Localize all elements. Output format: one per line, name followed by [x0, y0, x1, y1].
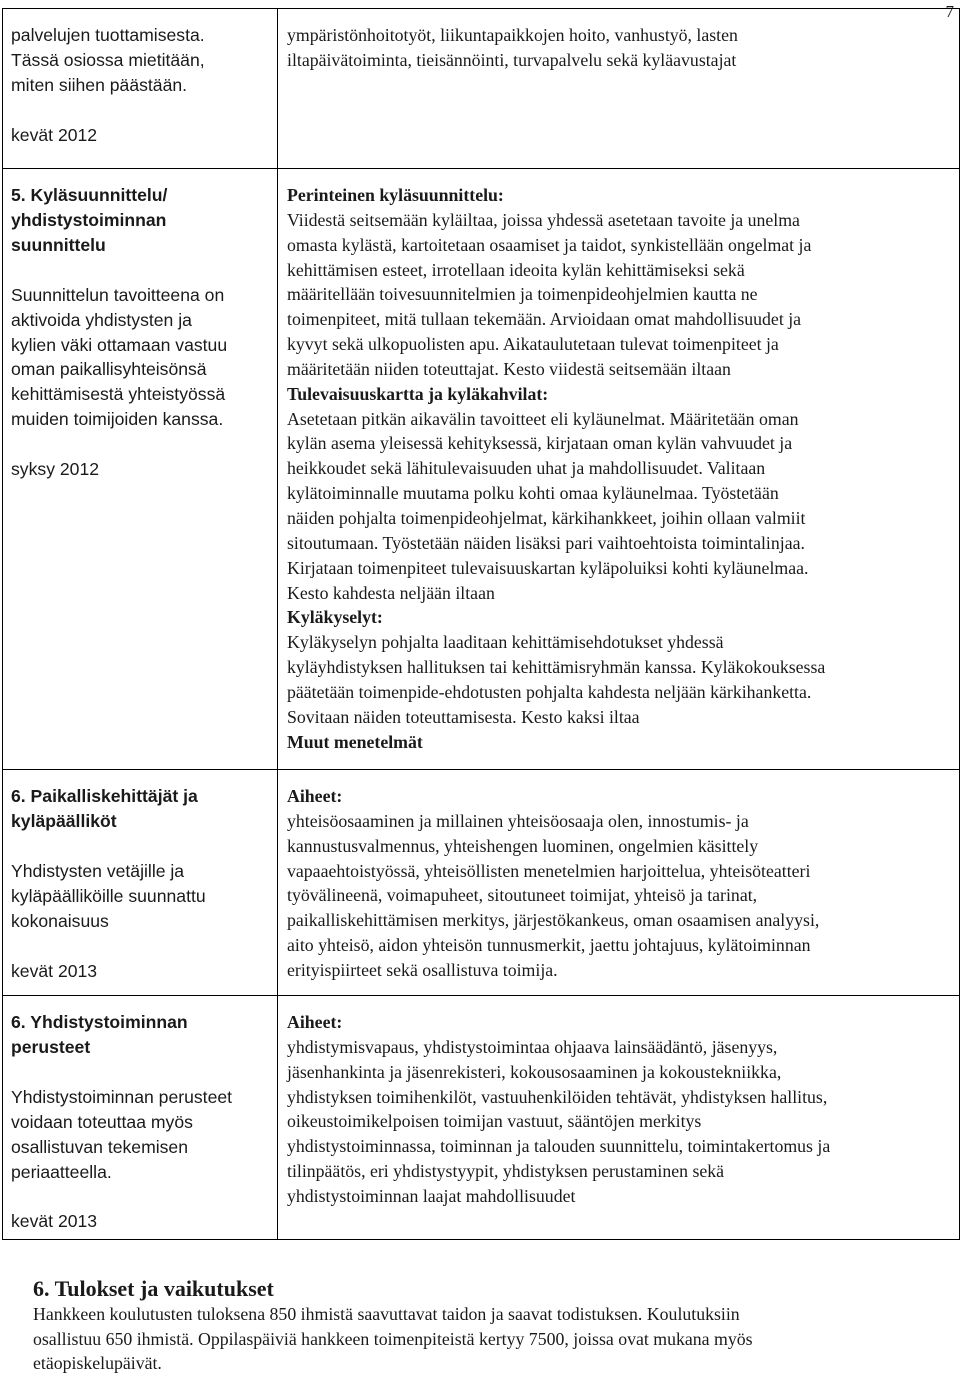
row1-left-cell	[3, 9, 278, 169]
page-number: 7	[945, 2, 954, 21]
table-row	[3, 770, 960, 996]
results-section	[33, 1276, 954, 1376]
results-title: 6. Tulokset ja vaikutukset	[33, 1276, 274, 1301]
method-title: Kyläkyselyt:	[287, 607, 383, 628]
table-row	[3, 9, 960, 169]
section6a-date: kevät 2013	[11, 960, 98, 981]
table-row	[3, 169, 960, 770]
results-text: Hankkeen koulutusten tuloksena 850 ihmistä saavuttavat taidon ja saavat todistuksen. Koulutuksiin osallistuu 650 ihmistä. Oppilaspäiviä hankkeen toimenpiteistä kertyy 7500, joissa ovat mukana myös etäopiskelupäivät.	[33, 1304, 753, 1374]
method-title: Perinteinen kyläsuunnittelu:	[287, 185, 504, 205]
aiheet-text: yhteisöosaaminen ja millainen yhteisöosaaja olen, innostumis- ja kannustusvalmennus, yhteishengen luominen, ongelmien käsittely vapaaehtoistyössä, yhteisöllisten menetelmien harjoittelua, yhteisöteatteri työvälineenä, voimapuheet, sitoutuneet toimijat, yhteisö ja tarinat, paikalliskehittämisen merkitys, järjestökankeus, oman osaamisen analyysi, aito yhteisö, aidon yhteisön tunnusmerkit, jaettu johtajuus, kylätoiminnan erityispiirteet sekä osallistuva toimija.	[287, 810, 820, 980]
method-title: Muut menetelmät	[287, 731, 423, 752]
section6b-description: Yhdistystoiminnan perusteet voidaan toteuttaa myös osallistuvan tekemisen periaatteella.	[11, 1086, 233, 1182]
method-block	[287, 605, 953, 729]
section5-right-cell	[278, 169, 960, 770]
section6b-right-cell	[278, 996, 960, 1240]
method-text: Kyläkyselyn pohjalta laaditaan kehittämisehdotukset yhdessä kyläyhdistyksen hallituksen tai kehittämisryhmän kanssa. Kyläkokouksessa päätetään toimenpide-ehdotusten pohjalta kahdesta neljään kärkihanketta. Sovitaan näiden toteuttamisesta. Kesto kaksi iltaa	[287, 632, 826, 727]
table-row	[3, 996, 960, 1240]
section5-date: syksy 2012	[11, 459, 100, 480]
section5-heading: 5. Kyläsuunnittelu/ yhdistystoiminnan suunnittelu	[11, 185, 168, 255]
section6a-left-cell	[3, 770, 278, 996]
row1-right-text: ympäristönhoitotyöt, liikuntapaikkojen hoito, vanhustyö, lasten iltapäivätoiminta, tieisännöinti, turvapalvelu sekä kyläavustajat	[287, 25, 738, 70]
aiheet-label: Aiheet:	[287, 1012, 343, 1032]
section5-left-cell	[3, 169, 278, 770]
section6b-left-cell	[3, 996, 278, 1240]
method-text: Asetetaan pitkän aikavälin tavoitteet eli kyläunelmat. Määritetään oman kylän asema yleisessä kehityksessä, kirjataan oman kylän vahvuudet ja heikkoudet sekä lähitulevaisuuden uhat ja mahdollisuudet. Valitaan kylätoiminnalle muutama polku kohti omaa kyläunelmaa. Työstetään näiden pohjalta toimenpideohjelmat, kärkihankkeet, joihin ollaan valmiit sitoutumaan. Työstetään näiden lisäksi pari vaihtoehtoista toimintalinjaa. Kirjataan toimenpiteet tulevaisuuskartan kyläpoluiksi kohti kyläunelmaa. Kesto kahdesta neljään iltaan	[287, 408, 809, 603]
section6b-date: kevät 2013	[11, 1211, 98, 1232]
row1-right-cell	[278, 9, 960, 169]
section6b-heading: 6. Yhdistystoiminnan perusteet	[11, 1012, 188, 1057]
method-block	[287, 730, 953, 755]
method-block	[287, 183, 953, 382]
section6a-description: Yhdistysten vetäjille ja kyläpäälliköille suunnattu kokonaisuus	[11, 860, 206, 931]
row1-left-text: palvelujen tuottamisesta. Tässä osiossa mietitään, miten siihen päästään.	[11, 25, 205, 95]
aiheet-text: yhdistymisvapaus, yhdistystoimintaa ohjaava lainsäädäntö, jäsenyys, jäsenhankinta ja jäsenrekisteri, kokousosaaminen ja kokoustekniikka, yhdistyksen toimihenkilöt, vastuuhenkilöiden tehtävät, yhdistyksen hallitus, oikeustoimikelpoisen toimijan vastuut, sääntöjen merkitys yhdistystoiminnassa, toiminnan ja talouden suunnittelu, toimintakertomus ja tilinpäätös, eri yhdistystyypit, yhdistyksen perustaminen sekä yhdistystoiminnan laajat mahdollisuudet	[287, 1036, 831, 1206]
section5-description: Suunnittelun tavoitteena on aktivoida yhdistysten ja kylien väki ottamaan vastuu oman paikallisyhteisönsä kehittämisestä yhteistyössä muiden toimijoiden kanssa.	[11, 284, 228, 430]
section6a-heading: 6. Paikalliskehittäjät ja kyläpäälliköt	[11, 786, 198, 831]
method-text: Viidestä seitsemään kyläiltaa, joissa yhdessä asetetaan tavoite ja unelma omasta kylästä, kartoitetaan osaamiset ja taidot, synkistellään ongelmat ja kehittämisen esteet, irrotellaan ideoita kylän kehittämiseksi sekä määritellään toivesuunnitelmien ja toimenpideohjelmien kautta ne toimenpiteet, mitä tullaan tekemään. Arvioidaan omat mahdollisuudet ja kyvyt sekä ulkopuolisten apu. Aikataulutetaan tulevat toimenpiteet ja määritetään niiden toteuttajat. Kesto viidestä seitsemään iltaan	[287, 209, 812, 379]
row1-date: kevät 2012	[11, 124, 98, 145]
course-table	[2, 8, 960, 1240]
method-title: Tulevaisuuskartta ja kyläkahvilat:	[287, 383, 549, 404]
aiheet-label: Aiheet:	[287, 786, 343, 806]
section6a-right-cell	[278, 770, 960, 996]
method-block	[287, 382, 953, 606]
